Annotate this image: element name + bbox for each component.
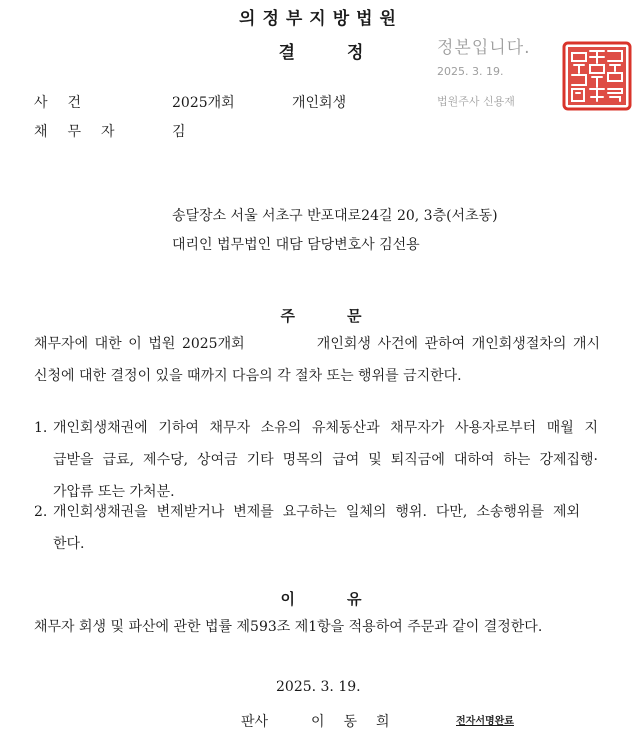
- certifying-official: 법원주사 신용재: [437, 95, 515, 108]
- debtor-label: 채무자: [34, 124, 135, 140]
- order-item-number: 1.: [34, 420, 48, 436]
- court-seal-icon: [562, 41, 632, 111]
- debtor-name: 김: [172, 124, 186, 140]
- order-text-line-1: 채무자에 대한 이 법원 2025개회 개인회생 사건에 관하여 개인회생절차의 개시: [34, 336, 600, 352]
- case-name: 개인회생: [292, 95, 347, 111]
- case-label: 사건: [34, 95, 102, 111]
- order-item-line: 한다.: [53, 536, 85, 552]
- reason-text: 채무자 회생 및 파산에 관한 법률 제593조 제1항을 적용하여 주문과 같이 결정한다.: [34, 619, 543, 635]
- judge-title: 판사: [241, 714, 269, 730]
- order-text-line-2: 신청에 대한 결정이 있을 때까지 다음의 각 절차 또는 행위를 금지한다.: [34, 368, 462, 384]
- delivery-address: 송달장소 서울 서초구 반포대로24길 20, 3층(서초동): [172, 208, 498, 224]
- reason-heading: 이유: [280, 590, 414, 608]
- order-item-line: 개인회생채권을 변제받거나 변제를 요구하는 일체의 행위. 다만, 소송행위를 제외: [53, 504, 580, 520]
- order-item-number: 2.: [34, 504, 48, 520]
- judge-name: 이동희: [311, 714, 409, 730]
- order-item-line: 가압류 또는 가처분.: [53, 484, 175, 500]
- e-signature: 전자서명완료: [456, 716, 514, 727]
- order-item-line: 급받을 급료, 제수당, 상여금 기타 명목의 급여 및 퇴직금에 대하여 하는 강제집행·: [53, 452, 598, 468]
- order-item-line: 개인회생채권에 기하여 채무자 소유의 유체동산과 채무자가 사용자로부터 매월 지: [53, 420, 598, 436]
- legal-agent: 대리인 법무법인 대담 담당변호사 김선용: [172, 237, 420, 253]
- certified-date: 2025. 3. 19.: [437, 65, 504, 78]
- certified-copy-text: 정본입니다.: [437, 38, 531, 58]
- document-title: 결정: [278, 43, 416, 63]
- case-number: 2025개회: [172, 95, 235, 111]
- court-name: 의정부지방법원: [239, 9, 403, 29]
- decision-date: 2025. 3. 19.: [276, 679, 361, 695]
- order-heading: 주문: [280, 307, 414, 325]
